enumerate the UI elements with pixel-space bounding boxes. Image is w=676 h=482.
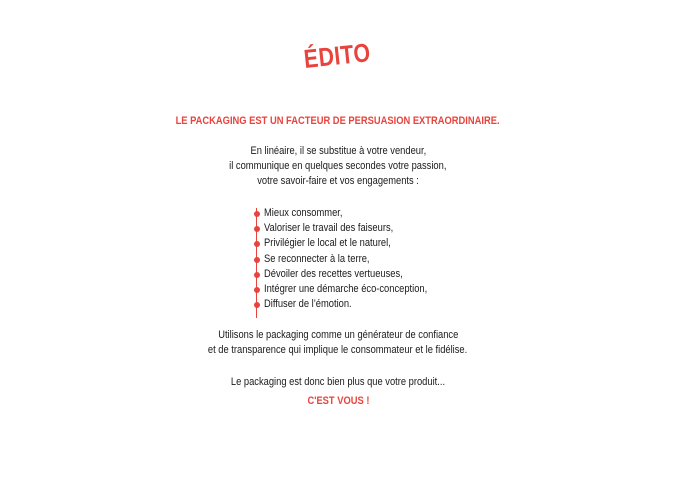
list-item (256, 236, 516, 251)
list-item (256, 267, 516, 282)
list-item (256, 206, 516, 221)
list-item-text: Intégrer une démarche éco-conception, (264, 282, 428, 295)
bullet-dot-icon (254, 226, 260, 232)
closing-line: Utilisons le packaging comme un générateur de confiance (217, 329, 459, 341)
call-to-action-text: C'EST VOUS ! (307, 395, 369, 407)
bullet-dot-icon (254, 272, 260, 278)
bullet-dot-icon (254, 287, 260, 293)
final-sentence-text: Le packaging est donc bien plus que votre produit... (230, 376, 446, 388)
headline-text: LE PACKAGING EST UN FACTEUR DE PERSUASION EXTRAORDINAIRE. (175, 115, 500, 127)
final-sentence (0, 375, 676, 390)
list-item-text: Diffuser de l’émotion. (264, 298, 352, 311)
list-item-text: Privilégier le local et le naturel, (264, 237, 391, 250)
list-item (256, 221, 516, 236)
intro-paragraph (0, 144, 676, 189)
list-item (256, 297, 516, 312)
bullet-dot-icon (254, 241, 260, 247)
bullet-dot-icon (254, 257, 260, 263)
bullet-dot-icon (254, 302, 260, 308)
bullet-dot-icon (254, 211, 260, 217)
list-item-text: Se reconnecter à la terre, (264, 252, 370, 265)
closing-paragraph (0, 328, 676, 358)
call-to-action (0, 394, 676, 409)
engagement-list (256, 206, 516, 312)
intro-line: votre savoir-faire et vos engagements : (257, 175, 419, 187)
headline (0, 114, 676, 129)
list-item-text: Mieux consommer, (264, 207, 343, 219)
list-item-text: Valoriser le travail des faiseurs, (264, 222, 394, 235)
intro-line: il communique en quelques secondes votre passion, (229, 160, 447, 172)
list-item (256, 252, 516, 267)
intro-line: En linéaire, il se substitue à votre vendeur, (250, 145, 426, 157)
page-title: ÉDITO (302, 37, 372, 74)
list-item-text: Dévoiler des recettes vertueuses, (264, 267, 403, 280)
closing-line: et de transparence qui implique le consommateur et le fidélise. (208, 344, 468, 356)
list-item (256, 282, 516, 297)
